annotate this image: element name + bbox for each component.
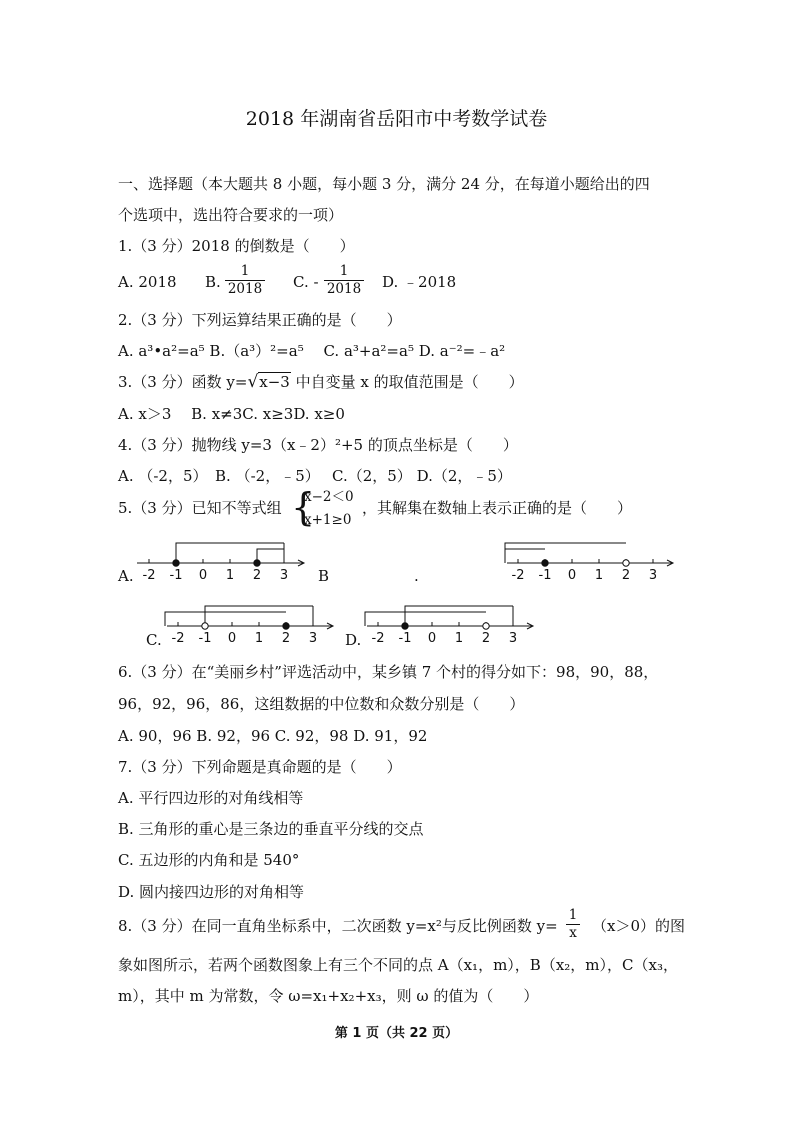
q8-fraction [566,908,580,941]
tick-label: -2 [371,631,385,646]
solution-ray [365,612,486,626]
fraction-numerator: 1 [339,263,349,279]
q5-option-b-dot: . [414,567,419,585]
tick-label: -1 [538,568,552,583]
fraction-denominator: 2018 [227,281,263,297]
q3-stem-suffix: 中自变量 x 的取值范围是（ ） [290,373,524,391]
tick-label: 3 [648,568,658,583]
q7-stem: 7.（3 分）下列命题是真命题的是（ ） [118,758,402,776]
number-line-c [165,598,335,648]
q5-system-line1: x−2＜0 [304,489,354,505]
section-header-line1: 一、选择题（本大题共 8 小题，每小题 3 分，满分 24 分，在每道小题给出的四 [118,175,650,193]
page-title: 2018 年湖南省岳阳市中考数学试卷 [245,108,548,130]
open-point [483,623,489,629]
q3-stem-prefix: 3.（3 分）函数 y= [118,373,248,391]
number-line-d [365,598,535,648]
tick-label: -1 [169,568,183,583]
tick-label: 0 [198,568,208,583]
q8-stem-line3: m），其中 m 为常数，令 ω=x₁+x₂+x₃，则 ω 的值为（ ） [118,987,539,1005]
number-line-b [505,535,680,585]
q3-stem: 3.（3 分）函数 y=√x−3 中自变量 x 的取值范围是（ ） [118,372,524,392]
page-footer: 第 1 页（共 22 页） [334,1026,459,1041]
q5-option-c-label: C. [146,631,162,649]
q6-options: A. 90，96 B. 92，96 C. 92，98 D. 91，92 [118,727,428,745]
tick-label: -1 [198,631,212,646]
tick-label: 1 [254,631,264,646]
q5-option-d-label: D. [345,631,362,649]
q6-stem-line2: 96，92，96，86，这组数据的中位数和众数分别是（ ） [118,695,525,713]
q1-option-c-label: C. - [293,273,319,291]
q1-stem: 1.（3 分）2018 的倒数是（ ） [118,237,355,255]
tick-label: 0 [227,631,237,646]
tick-label: 2 [481,631,491,646]
closed-point [283,623,289,629]
solution-ray [165,612,286,626]
open-point [623,560,629,566]
q7-option-c: C. 五边形的内角和是 540° [118,851,300,869]
q5-stem-prefix: 5.（3 分）已知不等式组 [118,499,282,517]
closed-point [542,560,548,566]
q2-stem: 2.（3 分）下列运算结果正确的是（ ） [118,311,402,329]
q5-option-a-label: A. [118,567,134,585]
tick-label: 0 [567,568,577,583]
section-header-line2: 个选项中，选出符合要求的一项） [118,206,344,224]
fraction-numerator: 1 [568,907,578,923]
q4-stem: 4.（3 分）抛物线 y=3（x﹣2）²+5 的顶点坐标是（ ） [118,436,518,454]
tick-label: 1 [454,631,464,646]
fraction-denominator: x [569,925,577,941]
tick-label: 3 [279,568,289,583]
tick-label: -2 [511,568,525,583]
number-line-a [135,535,305,585]
q8-stem-line2: 象如图所示，若两个函数图象上有三个不同的点 A（x₁，m），B（x₂，m），C（x₃， [118,956,678,974]
closed-point [402,623,408,629]
q3-options: A. x＞3 B. x≠3C. x≥3D. x≥0 [118,405,345,423]
q8-stem-prefix: 8.（3 分）在同一直角坐标系中，二次函数 y=x²与反比例函数 y= [118,917,558,935]
q5-system-line2: x+1≥0 [304,512,352,528]
solution-ray [257,549,284,563]
q8-stem-suffix: （x＞0）的图 [592,917,686,935]
tick-label: -2 [171,631,185,646]
system-brace: { [291,485,316,529]
tick-label: 1 [225,568,235,583]
q1-option-c-fraction [324,264,364,297]
closed-point [254,560,260,566]
q5-stem-suffix: ，其解集在数轴上表示正确的是（ ） [362,499,633,517]
open-point [202,623,208,629]
q1-option-d: D. ﹣2018 [382,273,457,291]
tick-label: 3 [508,631,518,646]
tick-label: 2 [252,568,262,583]
fraction-numerator: 1 [240,263,250,279]
tick-label: 1 [594,568,604,583]
solution-ray [505,543,626,563]
q7-option-d: D. 圆内接四边形的对角相等 [118,883,305,901]
tick-label: -2 [142,568,156,583]
q1-option-b-fraction [225,264,265,297]
solution-ray [505,549,545,563]
q5-option-b-label: B [318,567,330,585]
tick-label: 3 [308,631,318,646]
q2-options: A. a³•a²=a⁵ B.（a³）²=a⁵ C. a³+a²=a⁵ D. a⁻²=﹣a² [118,342,506,360]
q1-option-b-label: B. [205,273,221,291]
q7-option-b: B. 三角形的重心是三条边的垂直平分线的交点 [118,820,424,838]
q3-radicand: x−3 [259,373,290,391]
tick-label: 2 [281,631,291,646]
tick-label: 2 [621,568,631,583]
tick-label: -1 [398,631,412,646]
tick-label: 0 [427,631,437,646]
q4-options: A. （-2，5） B. （-2，﹣5） C.（2，5） D.（2，﹣5） [118,467,512,485]
q1-option-a: A. 2018 [118,273,177,291]
closed-point [173,560,179,566]
q6-stem-line1: 6.（3 分）在“美丽乡村”评选活动中，某乡镇 7 个村的得分如下：98，90，88， [118,663,659,681]
fraction-denominator: 2018 [326,281,362,297]
q7-option-a: A. 平行四边形的对角线相等 [118,789,304,807]
